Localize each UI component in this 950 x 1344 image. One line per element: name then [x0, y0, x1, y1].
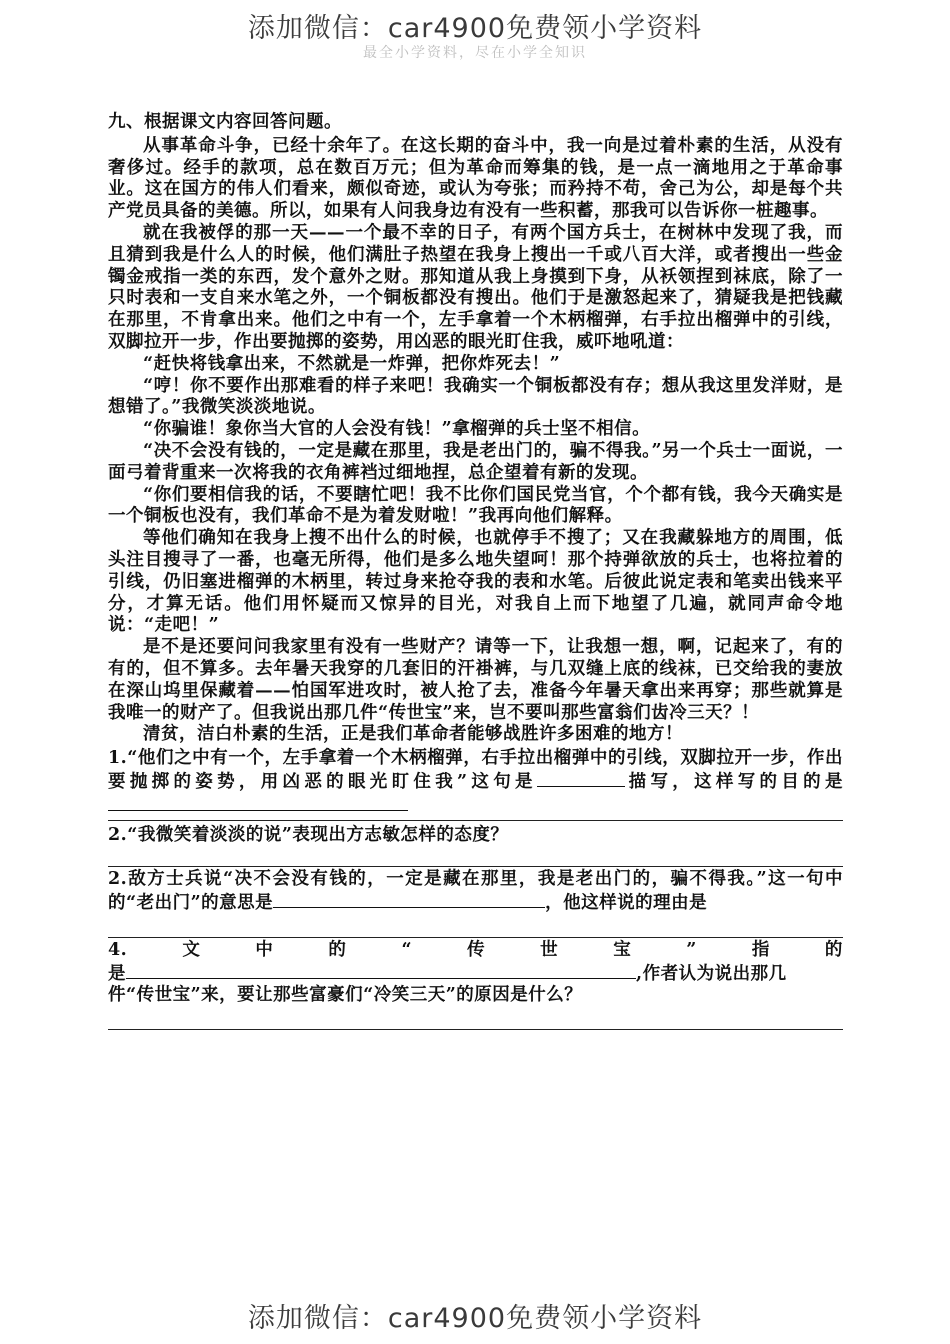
watermark-top: 添加微信：car4900免费领小学资料	[247, 13, 703, 44]
question-4-blank[interactable]	[126, 962, 636, 979]
passage-paragraph: “赶快将钱拿出来，不然就是一炸弹，把你炸死去！”	[143, 353, 561, 374]
question-4-char: 4.	[108, 939, 128, 960]
question-4-text-start: 是	[108, 963, 126, 984]
question-1-text: 1.“他们之中有一个，左手拿着一个木柄榴弹，右手拉出榴弹中的引线，双脚拉开一步，作出要抛掷的姿势，用凶恶的眼光盯住我”这句是	[108, 748, 843, 792]
question-3	[108, 869, 843, 938]
answer-line[interactable]	[108, 866, 843, 867]
section-heading: 九、根据课文内容回答问题。	[108, 112, 342, 132]
question-4-char: 中	[255, 939, 274, 960]
question-3-blank-a[interactable]	[273, 891, 545, 908]
passage-paragraph: 从事革命斗争，已经十余年了。在这长期的奋斗中，我一向是过着朴素的生活，从没有奢侈过。经手的款项，总在数百万元；但为革命而筹集的钱，是一点一滴地用之于革命事业。这在国方的伟人们看来，颇似奇迹，或认为夸张；而矜持不苟，舍己为公，却是每个共产党员具备的美德。所以，如果有人问我身边有没有一些积蓄，那我可以告诉你一桩趣事。	[108, 135, 843, 222]
question-2	[108, 825, 843, 868]
passage-paragraph: 等他们确知在我身上搜不出什么的时候，也就停手不搜了；又在我藏躲地方的周围，低头注目搜寻了一番，也毫无所得，他们是多么地失望呵！那个持弹欲放的兵士，也将拉着的引线，仍旧塞进榴弹的木柄里，转过身来抢夺我的表和水笔。后彼此说定表和笔卖出钱来平分，才算无话。他们用怀疑而又惊异的目光，对我自上而下地望了几遍，就同声命令地说：“走吧！”	[108, 528, 843, 636]
question-4-line-1	[108, 940, 843, 962]
answer-line[interactable]	[108, 1029, 843, 1030]
faint-header-text: 最全小学资料，尽在小学全知识	[363, 45, 587, 61]
question-1-text-mid: 描写，这样写的目的是	[624, 771, 843, 792]
question-3-text-after: ，他这样说的理由是	[545, 893, 708, 914]
question-2-text: 2.“我微笑着淡淡的说”表现出方志敏怎样的态度？	[108, 824, 509, 845]
question-4-char: 宝	[613, 939, 632, 960]
question-4-char: “	[401, 939, 413, 960]
question-1-blank-b[interactable]	[108, 794, 408, 811]
question-4-text-end: ,作者认为说出那几	[636, 963, 787, 984]
question-4-text: 件“传世宝”来，要让那些富豪们“冷笑三天”的原因是什么？	[108, 985, 583, 1006]
question-4-char: 的	[824, 939, 843, 960]
question-3-text: 2.敌方士兵说“决不会没有钱的，一定是藏在那里，我是老出门的，骗不得我。”这一句中的“老出门”的意思是	[108, 869, 843, 914]
question-4	[108, 940, 843, 1030]
passage-paragraph: 是不是还要问问我家里有没有一些财产？请等一下，让我想一想，啊，记起来了，有的有的，但不算多。去年暑天我穿的几套旧的汗褂裤，与几双缝上底的线袜，已交给我的妻放在深山坞里保藏着——怕国军进攻时，被人抢了去，准备今年暑天拿出来再穿；那些就算是我唯一的财产了。但我说出那几件“传世宝”来，岂不要叫那些富翁们齿冷三天？！	[108, 637, 843, 723]
watermark-bottom: 添加微信：car4900免费领小学资料	[247, 1303, 703, 1334]
question-1-blank-a[interactable]	[537, 770, 625, 787]
reading-section	[108, 112, 843, 1030]
question-4-char: 文	[182, 939, 201, 960]
passage-paragraph: “哼！你不要作出那难看的样子来吧！我确实一个铜板都没有存；想从我这里发洋财，是想错了。”我微笑淡淡地说。	[108, 375, 843, 418]
question-4-char: 指	[751, 939, 770, 960]
answer-line[interactable]	[108, 820, 843, 821]
passage-paragraph: “决不会没有钱的，一定是藏在那里，我是老出门的，骗不得我。”另一个兵士一面说，一面弓着背重来一次将我的衣角裤裆过细地捏，总企望着有新的发现。	[108, 440, 843, 483]
question-4-char: ”	[686, 939, 697, 960]
passage-paragraph: 清贫，洁白朴素的生活，正是我们革命者能够战胜许多困难的地方！	[143, 724, 683, 745]
passage-paragraph: “你们要相信我的话，不要瞎忙吧！我不比你们国民党当官，个个都有钱，我今天确实是一个铜板也没有，我们革命不是为着发财啦！”我再向他们解释。	[108, 484, 843, 527]
passage-paragraph: 就在我被俘的那一天——一个最不幸的日子，有两个国方兵士，在树林中发现了我，而且猜到我是什么人的时候，他们满肚子热望在我身上搜出一千或八百大洋，或者搜出一些金镯金戒指一类的东西，发个意外之财。那知道从我上身摸到下身，从袄领捏到袜底，除了一只时表和一支自来水笔之外，一个铜板都没有搜出。他们于是激怒起来了，猜疑我是把钱藏在那里，不肯拿出来。他们之中有一个，左手拿着一个木柄榴弹，右手拉出榴弹中的引线，双脚拉开一步，作出要抛掷的姿势，用凶恶的眼光盯住我，威吓地吼道：	[108, 222, 843, 352]
question-4-char: 世	[540, 939, 559, 960]
passage-paragraph: “你骗谁！象你当大官的人会没有钱！”拿榴弹的兵士坚不相信。	[143, 419, 651, 440]
question-4-char: 的	[328, 939, 347, 960]
answer-line[interactable]	[108, 937, 843, 938]
question-1	[108, 748, 843, 820]
question-4-char: 传	[467, 939, 486, 960]
